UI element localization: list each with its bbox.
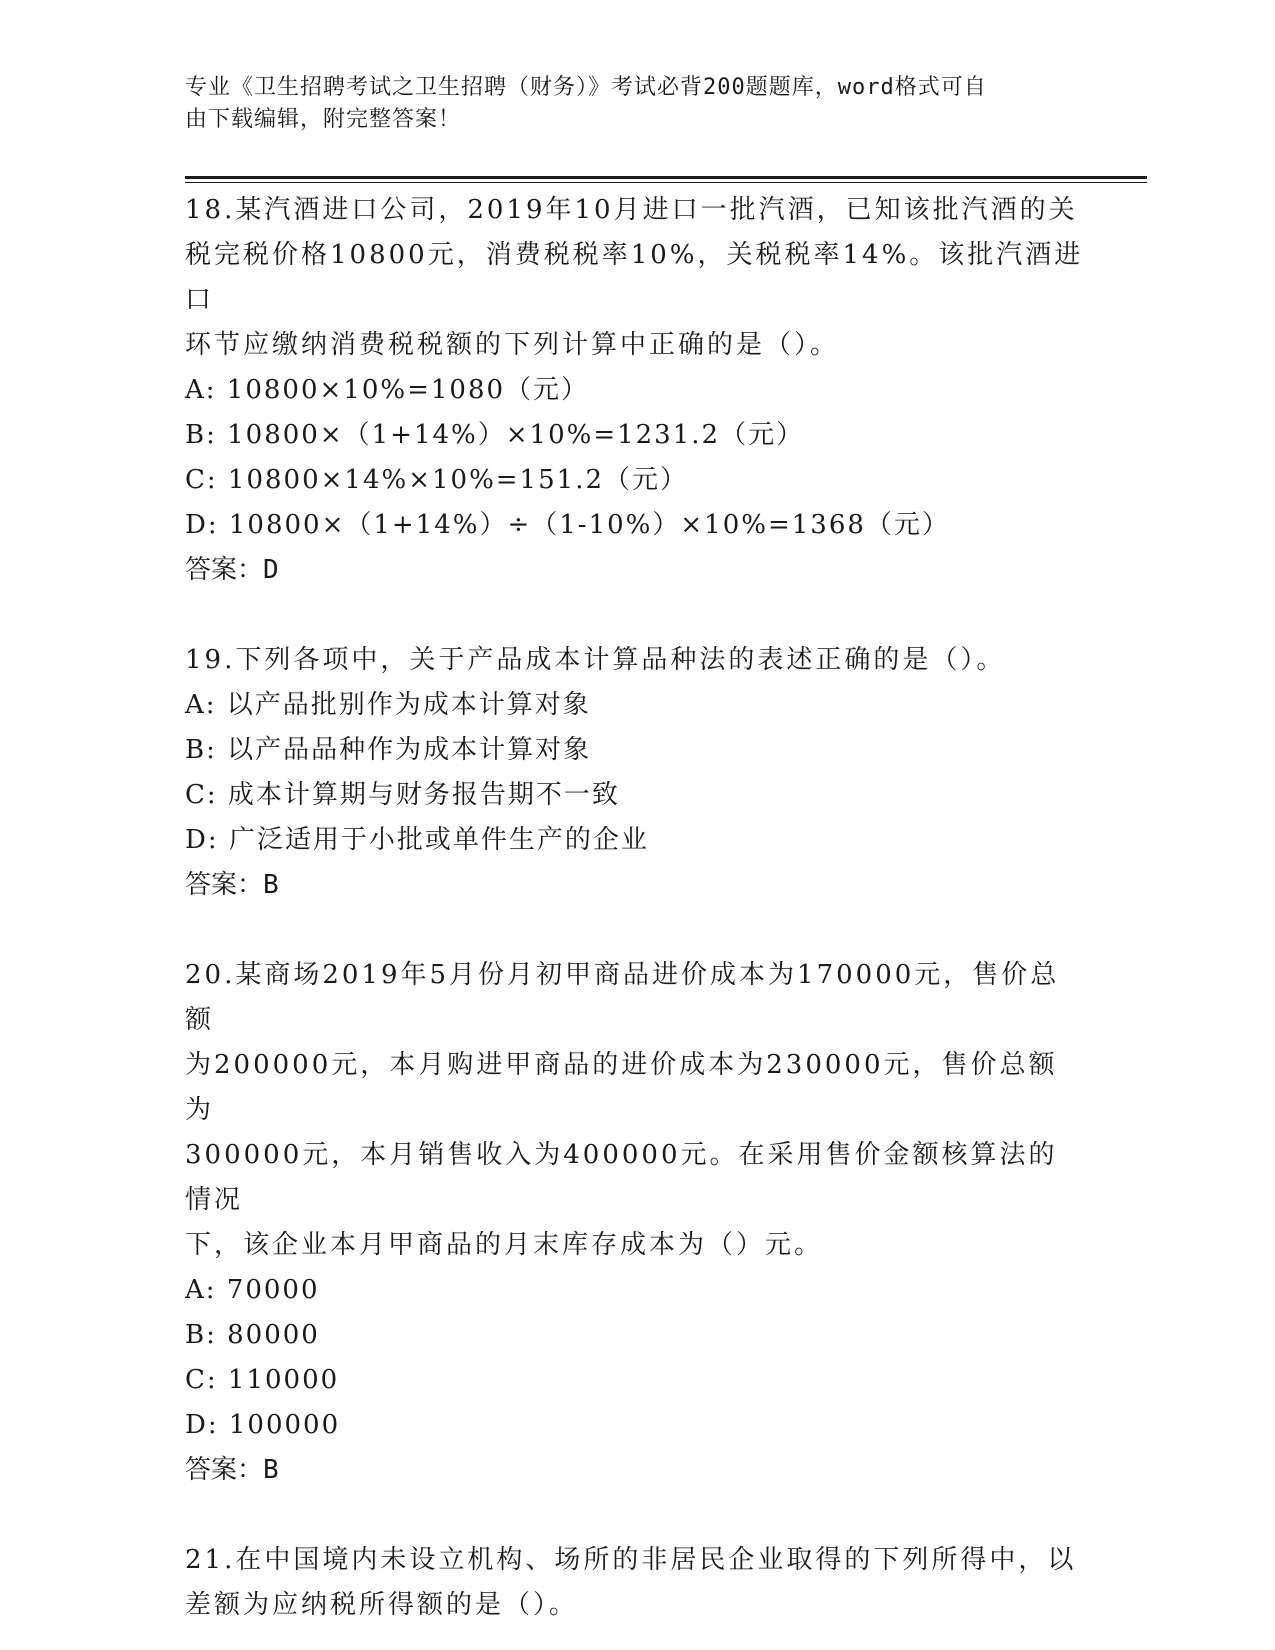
question-19 [185,638,1085,908]
option-d: D: 广泛适用于小批或单件生产的企业 [185,825,649,855]
question-stem-line: 下，该企业本月甲商品的月末库存成本为（）元。 [185,1230,824,1260]
header-divider-thick [185,176,1147,179]
question-spacer [185,1493,1085,1538]
question-20 [185,953,1085,1493]
question-stem-line: 税完税价格10800元，消费税税率10%，关税税率14%。该批汽酒进口 [185,240,1084,315]
answer-label: 答案：B [185,1455,279,1485]
option-c: C: 成本计算期与财务报告期不一致 [185,780,620,810]
option-b: B: 以产品品种作为成本计算对象 [185,735,592,765]
question-stem-line: 环节应缴纳消费税税额的下列计算中正确的是（）。 [185,330,840,360]
question-stem-line: 20.某商场2019年5月份月初甲商品进价成本为170000元，售价总额 [185,960,1060,1035]
question-spacer [185,593,1085,638]
option-d: D: 10800×（1+14%）÷（1-10%）×10%=1368（元） [185,510,950,540]
option-a: A: 10800×10%=1080（元） [185,375,590,405]
option-c: C: 110000 [185,1365,340,1395]
option-a: A: 以产品批别作为成本计算对象 [185,690,591,720]
document-header [185,72,1065,136]
question-stem-line: 18.某汽酒进口公司，2019年10月进口一批汽酒，已知该批汽酒的关 [185,195,1078,225]
option-b: B: 10800×（1+14%）×10%=1231.2（元） [185,420,805,450]
option-a: A: 70000 [185,1275,320,1305]
option-d: D: 100000 [185,1410,341,1440]
header-divider-thin [185,182,1147,183]
option-c: C: 10800×14%×10%=151.2（元） [185,465,688,495]
answer-label: 答案：D [185,555,279,585]
header-line-2: 由下载编辑，附完整答案！ [185,107,462,132]
question-stem-line: 21.在中国境内未设立机构、场所的非居民企业取得的下列所得中，以 [185,1545,1077,1575]
question-18 [185,188,1085,593]
question-stem-line: 为200000元，本月购进甲商品的进价成本为230000元，售价总额为 [185,1050,1058,1125]
question-21 [185,1538,1085,1628]
question-spacer [185,908,1085,953]
answer-label: 答案：B [185,870,279,900]
question-stem-line: 19.下列各项中，关于产品成本计算品种法的表述正确的是（）。 [185,645,1006,675]
question-stem-line: 差额为应纳税所得额的是（）。 [185,1590,579,1620]
header-line-1: 专业《卫生招聘考试之卫生招聘（财务）》考试必背200题题库，word格式可自 [185,75,987,100]
question-stem-line: 300000元，本月销售收入为400000元。在采用售价金额核算法的情况 [185,1140,1058,1215]
question-list [185,188,1085,1628]
option-b: B: 80000 [185,1320,320,1350]
